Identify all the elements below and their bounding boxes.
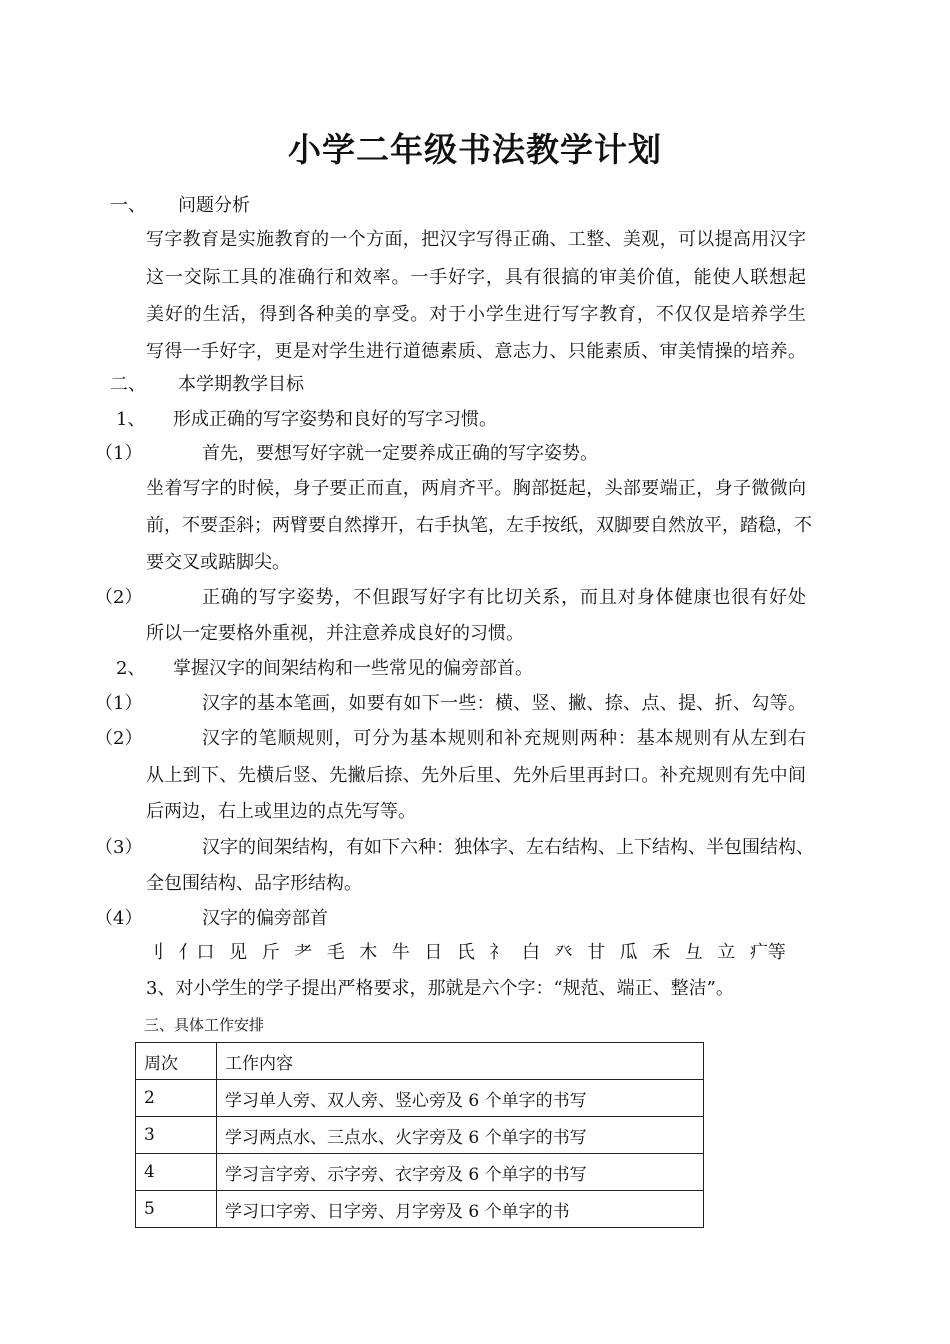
section-1-heading: 问题分析 <box>178 195 250 216</box>
radical: 禾 <box>652 942 671 963</box>
radical: 白 <box>522 942 541 963</box>
section-1-number: 一、 <box>110 195 146 216</box>
radical: 彑 <box>684 942 703 963</box>
table-cell-content: 学习言字旁、示字旁、衣字旁及 6 个单字的书写 <box>217 1154 704 1191</box>
item-text: 汉字的偏旁部首 <box>202 908 328 929</box>
radical: 日 <box>424 942 443 963</box>
table-row <box>136 1080 704 1117</box>
item-text: 汉字的间架结构，有如下六种：独体字、左右结构、上下结构、半包围结构、 <box>202 837 814 858</box>
paragraph-line: 后两边，右上或里边的点先写等。 <box>146 801 416 822</box>
item-number: （4） <box>95 908 143 929</box>
paragraph-line: 全包围结构、品字形结构。 <box>146 873 362 894</box>
radical: 疒等 <box>749 942 786 963</box>
paragraph-line: 前，不要歪斜；两臂要自然撑开，右手执笔，左手按纸，双脚要自然放平，踏稳，不 <box>146 515 812 536</box>
radical: 刂 <box>146 942 164 963</box>
item-number: （1） <box>95 443 143 464</box>
radical: 牛 <box>391 942 410 963</box>
table-cell-week: 2 <box>136 1080 217 1117</box>
table-cell-week: 5 <box>136 1191 217 1228</box>
radical: 木 <box>359 942 378 963</box>
table-header-cell: 周次 <box>136 1043 217 1080</box>
item-text: 正确的写字姿势，不但跟写好字有比切关系，而且对身体健康也很有好处 <box>202 587 806 608</box>
paragraph-line: 写得一手好字，更是对学生进行道德素质、意志力、只能素质、审美情操的培养。 <box>146 341 806 362</box>
section-2-number: 二、 <box>110 374 146 395</box>
radical: 癶 <box>554 942 573 963</box>
section-3-heading: 三、具体工作安排 <box>144 1016 265 1034</box>
item-text: 汉字的基本笔画，如要有如下一些：横、竖、撇、捺、点、提、折、勾等。 <box>202 693 806 714</box>
goal-2-text: 掌握汉字的间架结构和一些常见的偏旁部首。 <box>173 658 533 679</box>
table-cell-week: 3 <box>136 1117 217 1154</box>
paragraph-line: 这一交际工具的准确行和效率。一手好字，具有很搞的审美价值，能使人联想起 <box>146 267 806 288</box>
radical: 瓜 <box>619 942 638 963</box>
paragraph-line: 所以一定要格外重视，并注意养成良好的习惯。 <box>146 623 524 644</box>
radical: 亻口 <box>178 942 215 963</box>
paragraph-line: 美好的生活，得到各种美的享受。对于小学生进行写字教育，不仅仅是培养学生 <box>146 304 806 325</box>
page-title: 小学二年级书法教学计划 <box>288 130 662 169</box>
table-header-row <box>136 1043 704 1080</box>
item-text: 首先，要想写好字就一定要养成正确的写字姿势。 <box>202 443 598 464</box>
item-number: （2） <box>95 728 143 749</box>
radical: 耂 <box>294 942 313 963</box>
table-cell-content: 学习两点水、三点水、火字旁及 6 个单字的书写 <box>217 1117 704 1154</box>
paragraph-line: 要交叉或踮脚尖。 <box>146 552 290 573</box>
table-cell-week: 4 <box>136 1154 217 1191</box>
paragraph-line: 坐着写字的时候，身子要正而直，两肩齐平。胸部挺起，头部要端正，身子微微向 <box>146 478 806 499</box>
radical: 斤 <box>261 942 280 963</box>
schedule-table <box>135 1042 704 1228</box>
goal-3-text: 3、对小学生的学子提出严格要求，那就是六个字：“规范、端正、整洁”。 <box>146 978 734 999</box>
radical: 礻 <box>489 942 508 963</box>
item-number: （2） <box>95 587 143 608</box>
table-cell-content: 学习口字旁、日字旁、月字旁及 6 个单字的书 <box>217 1191 704 1228</box>
goal-1-number: 1、 <box>116 409 146 430</box>
item-number: （3） <box>95 837 143 858</box>
radical: 毛 <box>326 942 345 963</box>
radical: 见 <box>229 942 248 963</box>
radical: 甘 <box>587 942 606 963</box>
radical: 立 <box>717 942 736 963</box>
paragraph-line: 从上到下、先横后竖、先撇后捺、先外后里、先外后里再封口。补充规则有先中间 <box>146 765 806 786</box>
item-number: （1） <box>95 693 143 714</box>
table-cell-content: 学习单人旁、双人旁、竖心旁及 6 个单字的书写 <box>217 1080 704 1117</box>
goal-1-text: 形成正确的写字姿势和良好的写字习惯。 <box>173 409 497 430</box>
section-2-heading: 本学期教学目标 <box>178 374 304 395</box>
table-row <box>136 1117 704 1154</box>
item-text: 汉字的笔顺规则，可分为基本规则和补充规则两种：基本规则有从左到右 <box>202 728 806 749</box>
radical: 氏 <box>456 942 475 963</box>
radical-list <box>146 941 786 965</box>
goal-2-number: 2、 <box>116 658 146 679</box>
table-header-cell: 工作内容 <box>217 1043 704 1080</box>
table-row <box>136 1191 704 1228</box>
paragraph-line: 写字教育是实施教育的一个方面，把汉字写得正确、工整、美观，可以提高用汉字 <box>146 229 806 250</box>
table-row <box>136 1154 704 1191</box>
